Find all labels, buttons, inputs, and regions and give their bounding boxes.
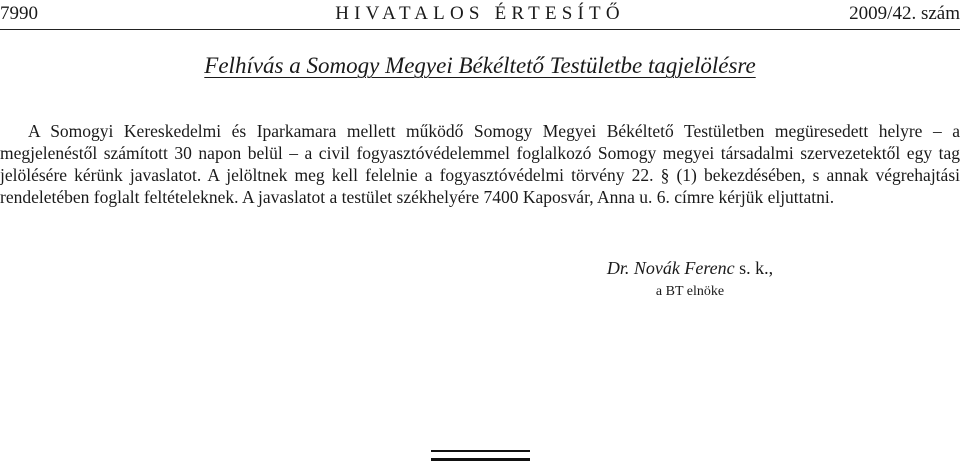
page-header [0,3,960,29]
page-number: 7990 [0,3,38,24]
signature [560,258,820,279]
signatory-role: a BT elnöke [655,284,725,299]
header-rule [0,29,960,30]
announcement-title: Felhívás a Somogy Megyei Békéltető Testületbe tagjelölésre [204,53,756,78]
signatory-name: Dr. Novák Ferenc [606,258,735,278]
signature-suffix: s. k., [739,258,774,278]
journal-title: HIVATALOS ÉRTESÍTŐ [335,3,625,24]
end-rule-thick [431,458,530,461]
issue-number: 2009/42. szám [849,3,960,24]
announcement-body: A Somogyi Kereskedelmi és Iparkamara mellett működő Somogy Megyei Békéltető Testületben megüresedett helyre – a megjelenéstől számított 30 napon belül – a civil fogyasztóvédelemmel foglalkozó Somogy megyei társadalmi szervezetektől egy tag jelölésére kérünk javaslatot. A jelöltnek meg kell felelnie a fogyasztóvédelmi törvény 22. § (1) bekezdésében, s annak végrehajtási rendeletében foglalt feltételeknek. A javaslatot a testület székhelyére 7400 Kaposvár, Anna u. 6. címre kérjük eljuttatni. [0,121,960,207]
end-rule-thin [431,450,530,452]
